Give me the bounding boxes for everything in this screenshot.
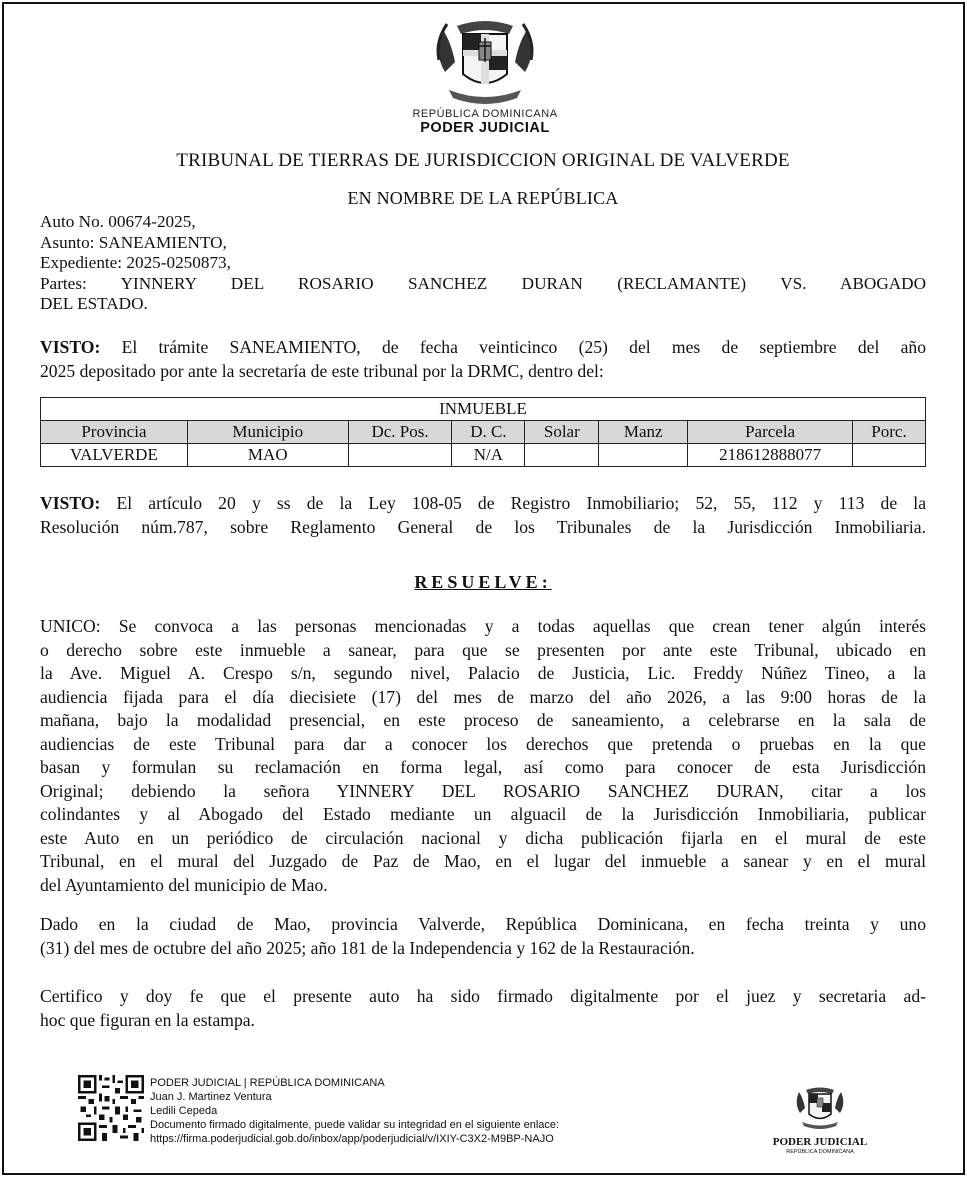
col-header: Porc. [853,421,926,444]
unico-line: Tribunal, en el mural del Juzgado de Paz de Mao, en el lugar del inmueble a sanear y en el mural [40,851,926,871]
unico-line: o derecho sobre este inmueble a sanear, para que se presenten por ante este Tribunal, ubicado en [40,639,926,660]
auto-number: Auto No. 00674-2025, [40,212,196,231]
dado-line: (31) del mes de octubre del año 2025; año 181 de la Independencia y 162 de la Restauración. [40,937,695,958]
header-poder-judicial: PODER JUDICIAL [420,120,550,136]
unico-line: la Ave. Miguel A. Crespo s/n, segundo nivel, Palacio de Justicia, Lic. Freddy Núñez Tineo, a la [40,663,926,683]
footer-logo [770,1080,870,1160]
visto-label: VISTO: [40,337,101,357]
qr-code-icon[interactable] [78,1075,144,1141]
visto2-line-2: Resolución núm.787, sobre Reglamento General de los Tribunales de la Jurisdicción Inmobiliaria. [40,516,926,537]
certifico-paragraph [40,985,926,1032]
partes-line-2: DEL ESTADO. [40,294,148,313]
col-header: D. C. [452,421,525,444]
unico-line: basan y formulan su reclamación en forma legal, así como para conocer de esta Jurisdicción [40,757,926,777]
unico-line: este Auto en un periódico de circulación nacional y dicha publicación fijarla en el mural de este [40,827,926,848]
partes-line-1: Partes: YINNERY DEL ROSARIO SANCHEZ DURAN (RECLAMANTE) VS. ABOGADO [40,273,926,293]
coat-of-arms-icon [425,12,545,108]
table-cell [599,444,688,467]
inmueble-title: INMUEBLE [41,398,926,421]
unico-line: mañana, bajo la modalidad presencial, en este proceso de saneamiento, a celebrarse en la sala de [40,710,926,730]
table-cell: MAO [187,444,348,467]
unico-paragraph [40,615,926,897]
col-header: Manz [599,421,688,444]
visto-ley [40,492,926,539]
col-header: Provincia [41,421,188,444]
footer-institution: PODER JUDICIAL | REPÚBLICA DOMINICANA [150,1077,385,1089]
visto2-line-1: El artículo 20 y ss de la Ley 108-05 de Registro Inmobiliario; 52, 55, 112 y 113 de la [116,493,926,513]
header-republica: REPÚBLICA DOMINICANA [412,108,558,120]
dado-paragraph [40,913,926,960]
footer-logo-pj: PODER JUDICIAL [772,1136,868,1148]
en-nombre-title: EN NOMBRE DE LA REPÚBLICA [347,188,619,208]
dado-line: Dado en la ciudad de Mao, provincia Valverde, República Dominicana, en fecha treinta y uno [40,914,926,934]
unico-line: audiencias de este Tribunal para dar a conocer los derechos que pretenda o pruebas en la que [40,733,926,754]
unico-line: colindantes y al Abogado del Estado mediante un alguacil de la Jurisdicción Inmobiliaria, publicar [40,804,926,824]
expediente: Expediente: 2025-0250873, [40,253,231,272]
table-header-row [41,421,926,444]
poder-judicial-logo [380,12,590,137]
unico-line: UNICO: Se convoca a las personas mencionadas y a todas aquellas que crean tener algún interés [40,616,926,636]
visto-label: VISTO: [40,493,101,513]
visto-tramite [40,336,926,383]
table-cell [525,444,599,467]
col-header: Solar [525,421,599,444]
small-coat-of-arms-icon [790,1080,850,1134]
col-header: Parcela [688,421,853,444]
visto1-line-2: 2025 depositado por ante la secretaría de este tribunal por la DRMC, dentro del: [40,360,604,381]
footer-logo-rd: REPÚBLICA DOMINICANA [786,1149,854,1155]
court-title: TRIBUNAL DE TIERRAS DE JURISDICCION ORIGINAL DE VALVERDE [176,150,790,171]
table-cell [348,444,452,467]
table-cell [853,444,926,467]
table-cell: N/A [452,444,525,467]
visto1-line-1: El trámite SANEAMIENTO, de fecha veinticinco (25) del mes de septiembre del año [121,337,926,357]
resuelve-heading: RESUELVE: [414,572,552,592]
unico-line: Original; debiendo la señora YINNERY DEL ROSARIO SANCHEZ DURAN, citar a los [40,780,926,801]
unico-line: del Ayuntamiento del municipio de Mao. [40,874,328,895]
digital-signature-info [150,1076,559,1146]
col-header: Municipio [187,421,348,444]
footer-validation-link[interactable]: https://firma.poderjudicial.gob.do/inbox/app/poderjudicial/v/IXIY-C3X2-M9BP-NAJO [150,1133,554,1145]
inmueble-table [40,397,926,467]
footer-signer-2: Ledili Cepeda [150,1105,218,1117]
table-row [41,444,926,467]
table-cell: 218612888077 [688,444,853,467]
certifico-line: hoc que figuran en la estampa. [40,1009,255,1030]
footer-validation-note: Documento firmado digitalmente, puede validar su integridad en el siguiente enlace: [150,1119,560,1131]
asunto: Asunto: SANEAMIENTO, [40,232,227,252]
table-cell: VALVERDE [41,444,188,467]
certifico-line: Certifico y doy fe que el presente auto ha sido firmado digitalmente por el juez y secretaria ad- [40,986,926,1006]
col-header: Dc. Pos. [348,421,452,444]
unico-line: audiencia fijada para el día diecisiete (17) del mes de marzo del año 2026, a las 9:00 horas de la [40,686,926,707]
case-info [40,212,926,315]
footer-signer-1: Juan J. Martinez Ventura [150,1091,272,1103]
